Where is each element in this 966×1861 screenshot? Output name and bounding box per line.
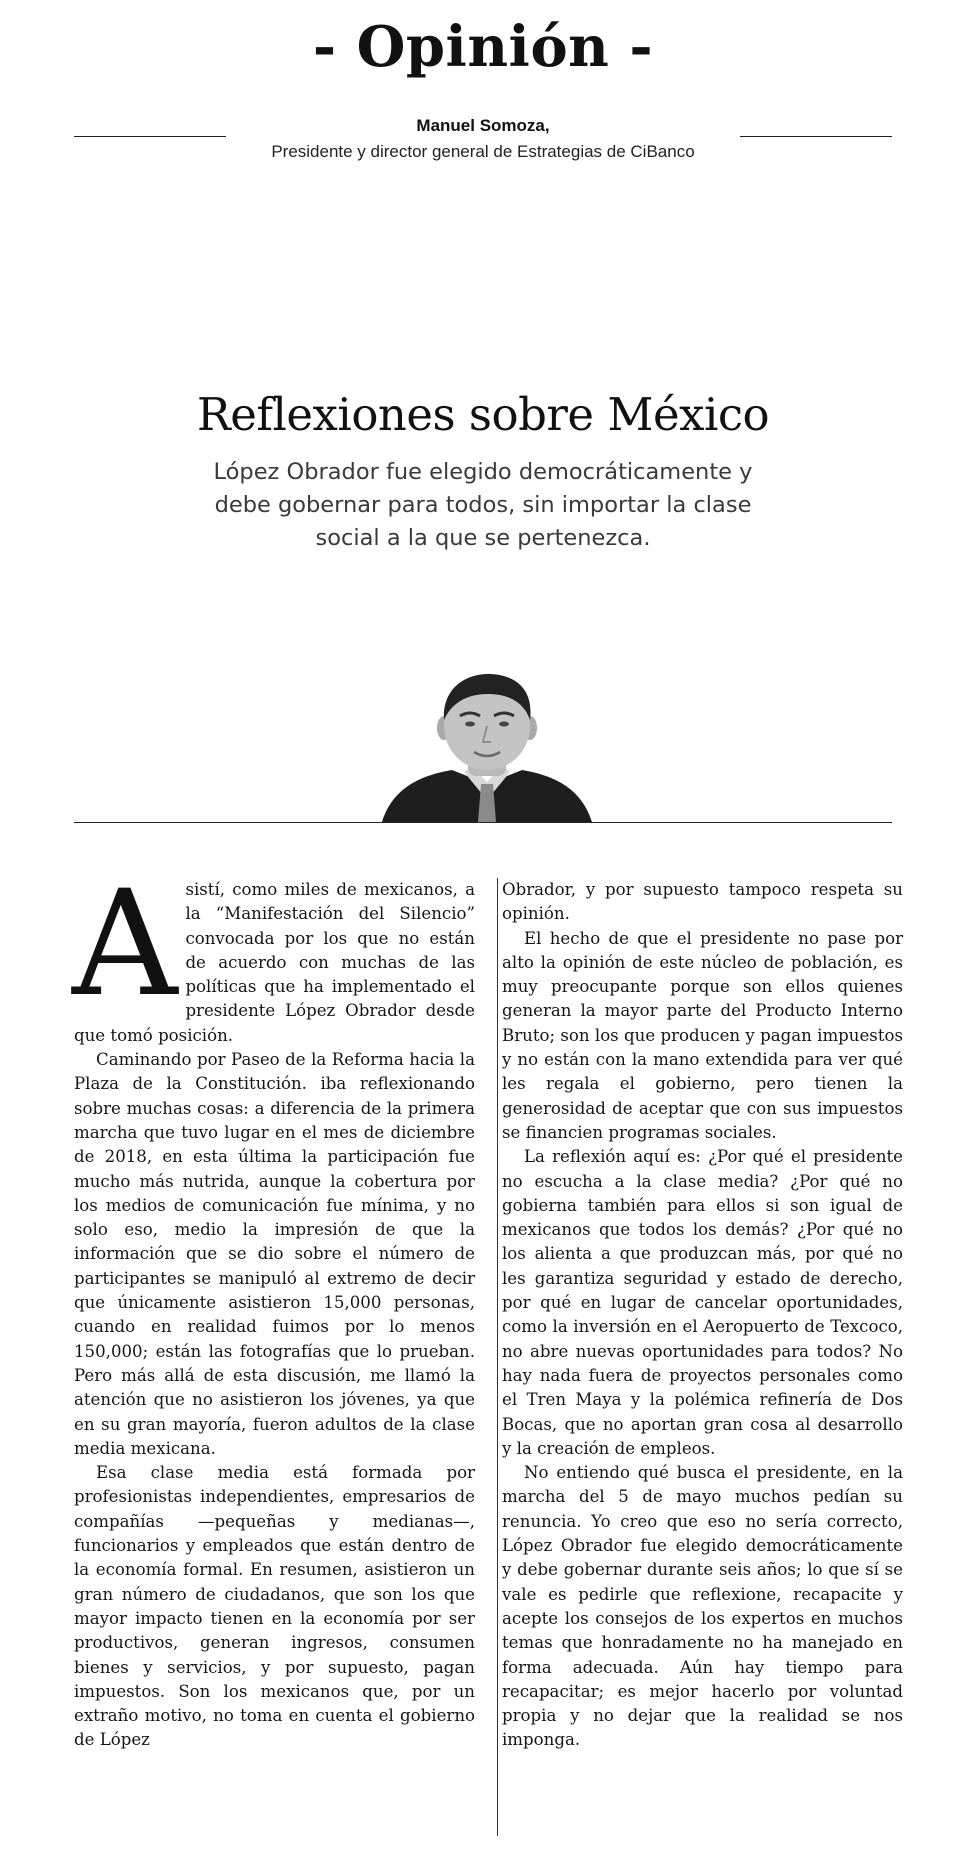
author-name: Manuel Somoza,	[416, 116, 550, 135]
body-paragraph: Esa clase media está formada por profesionistas independientes, empresarios de compañías —pequeñas y medianas—, funcionarios y empleados que están dentro de la economía formal. En resumen, asistieron un gran número de ciudadanos, que son los que mayor impacto tienen en la economía por ser productivos, generan ingresos, consumen bienes y servicios, y por supuesto, pagan impuestos. Son los mexicanos que, por un extraño motivo, no toma en cuenta el gobierno de López	[74, 1463, 475, 1750]
drop-cap: A	[72, 859, 178, 1029]
body-paragraph: Obrador, y por supuesto tampoco respeta su opinión.	[502, 880, 903, 924]
body-paragraph: La reflexión aquí es: ¿Por qué el presidente no escucha a la clase media? ¿Por qué no gobierna también para ellos si son igual de mexicanos que todos los demás? ¿Por qué no los alienta a que produzcan más, por qué no les garantiza seguridad y estado de derecho, por qué en lugar de cancelar oportunidades, como la inversión en el Aeropuerto de Texcoco, no abre nuevas oportunidades para todos? No hay nada fuera de proyectos personales como el Tren Maya y la polémica refinería de Dos Bocas, que no aportan gran cosa al desarrollo y la creación de empleos.	[502, 1147, 903, 1458]
article-column-left	[72, 859, 475, 1753]
column-divider	[497, 878, 498, 1836]
author-portrait-photo	[382, 672, 592, 822]
section-title: - Opinión -	[312, 14, 654, 80]
author-rule-left	[74, 136, 226, 137]
article-column-right	[502, 878, 903, 1753]
body-paragraph: El hecho de que el presidente no pase por alto la opinión de este núcleo de población, es muy preocupante porque son ellos quienes generan la mayor parte del Producto Interno Bruto; son los que producen y pagan impuestos y no están con la mano extendida para ver qué les regala el gobierno, pero tienen la generosidad de aceptar que con sus impuestos se financien programas sociales.	[502, 928, 903, 1142]
author-rule-right	[740, 136, 892, 137]
article-dek: López Obrador fue elegido democráticamente y debe gobernar para todos, sin importar la clase social a la que se pertenezca.	[213, 459, 753, 551]
body-paragraph: Caminando por Paseo de la Reforma hacia la Plaza de la Constitución. iba reflexionando sobre muchas cosas: a diferencia de la primera marcha que tuvo lugar en el mes de diciembre de 2018, en esta última la participación fue mucho más nutrida, aunque la cobertura por los medios de comunicación fue mínima, y no solo eso, medio la impresión de que la información que se dio sobre el número de participantes se manipuló al extremo de decir que únicamente asistieron 15,000 personas, cuando en realidad fuimos por lo menos 150,000; están las fotografías que lo prueban. Pero más allá de esta discusión, me llamó la atención que no asistieron los jóvenes, ya que en su gran mayoría, fueron adultos de la clase media mexicana.	[74, 1050, 475, 1458]
body-paragraph: No entiendo qué busca el presidente, en la marcha del 5 de mayo muchos pedían su renuncia. Yo creo que eso no sería correcto, López Obrador fue elegido democráticamente y debe gobernar durante seis años; lo que sí se vale es pedirle que reflexione, recapacite y acepte los consejos de los expertos en muchos temas que honradamente no ha manejado en forma adecuada. Aún hay tiempo para recapacitar; es mejor hacerlo por voluntad propia y no dejar que la realidad se nos imponga.	[502, 1463, 903, 1750]
article-headline: Reflexiones sobre México	[196, 388, 770, 441]
author-role: Presidente y director general de Estrategias de CiBanco	[271, 142, 695, 161]
body-paragraph: sistí, como miles de mexicanos, a la “Manifestación del Silencio” convocada por los que no están de acuerdo con muchas de las políticas que ha implementado el presidente López Obrador desde que tomó posición.	[74, 880, 475, 1045]
portrait-baseline-rule	[74, 822, 892, 823]
